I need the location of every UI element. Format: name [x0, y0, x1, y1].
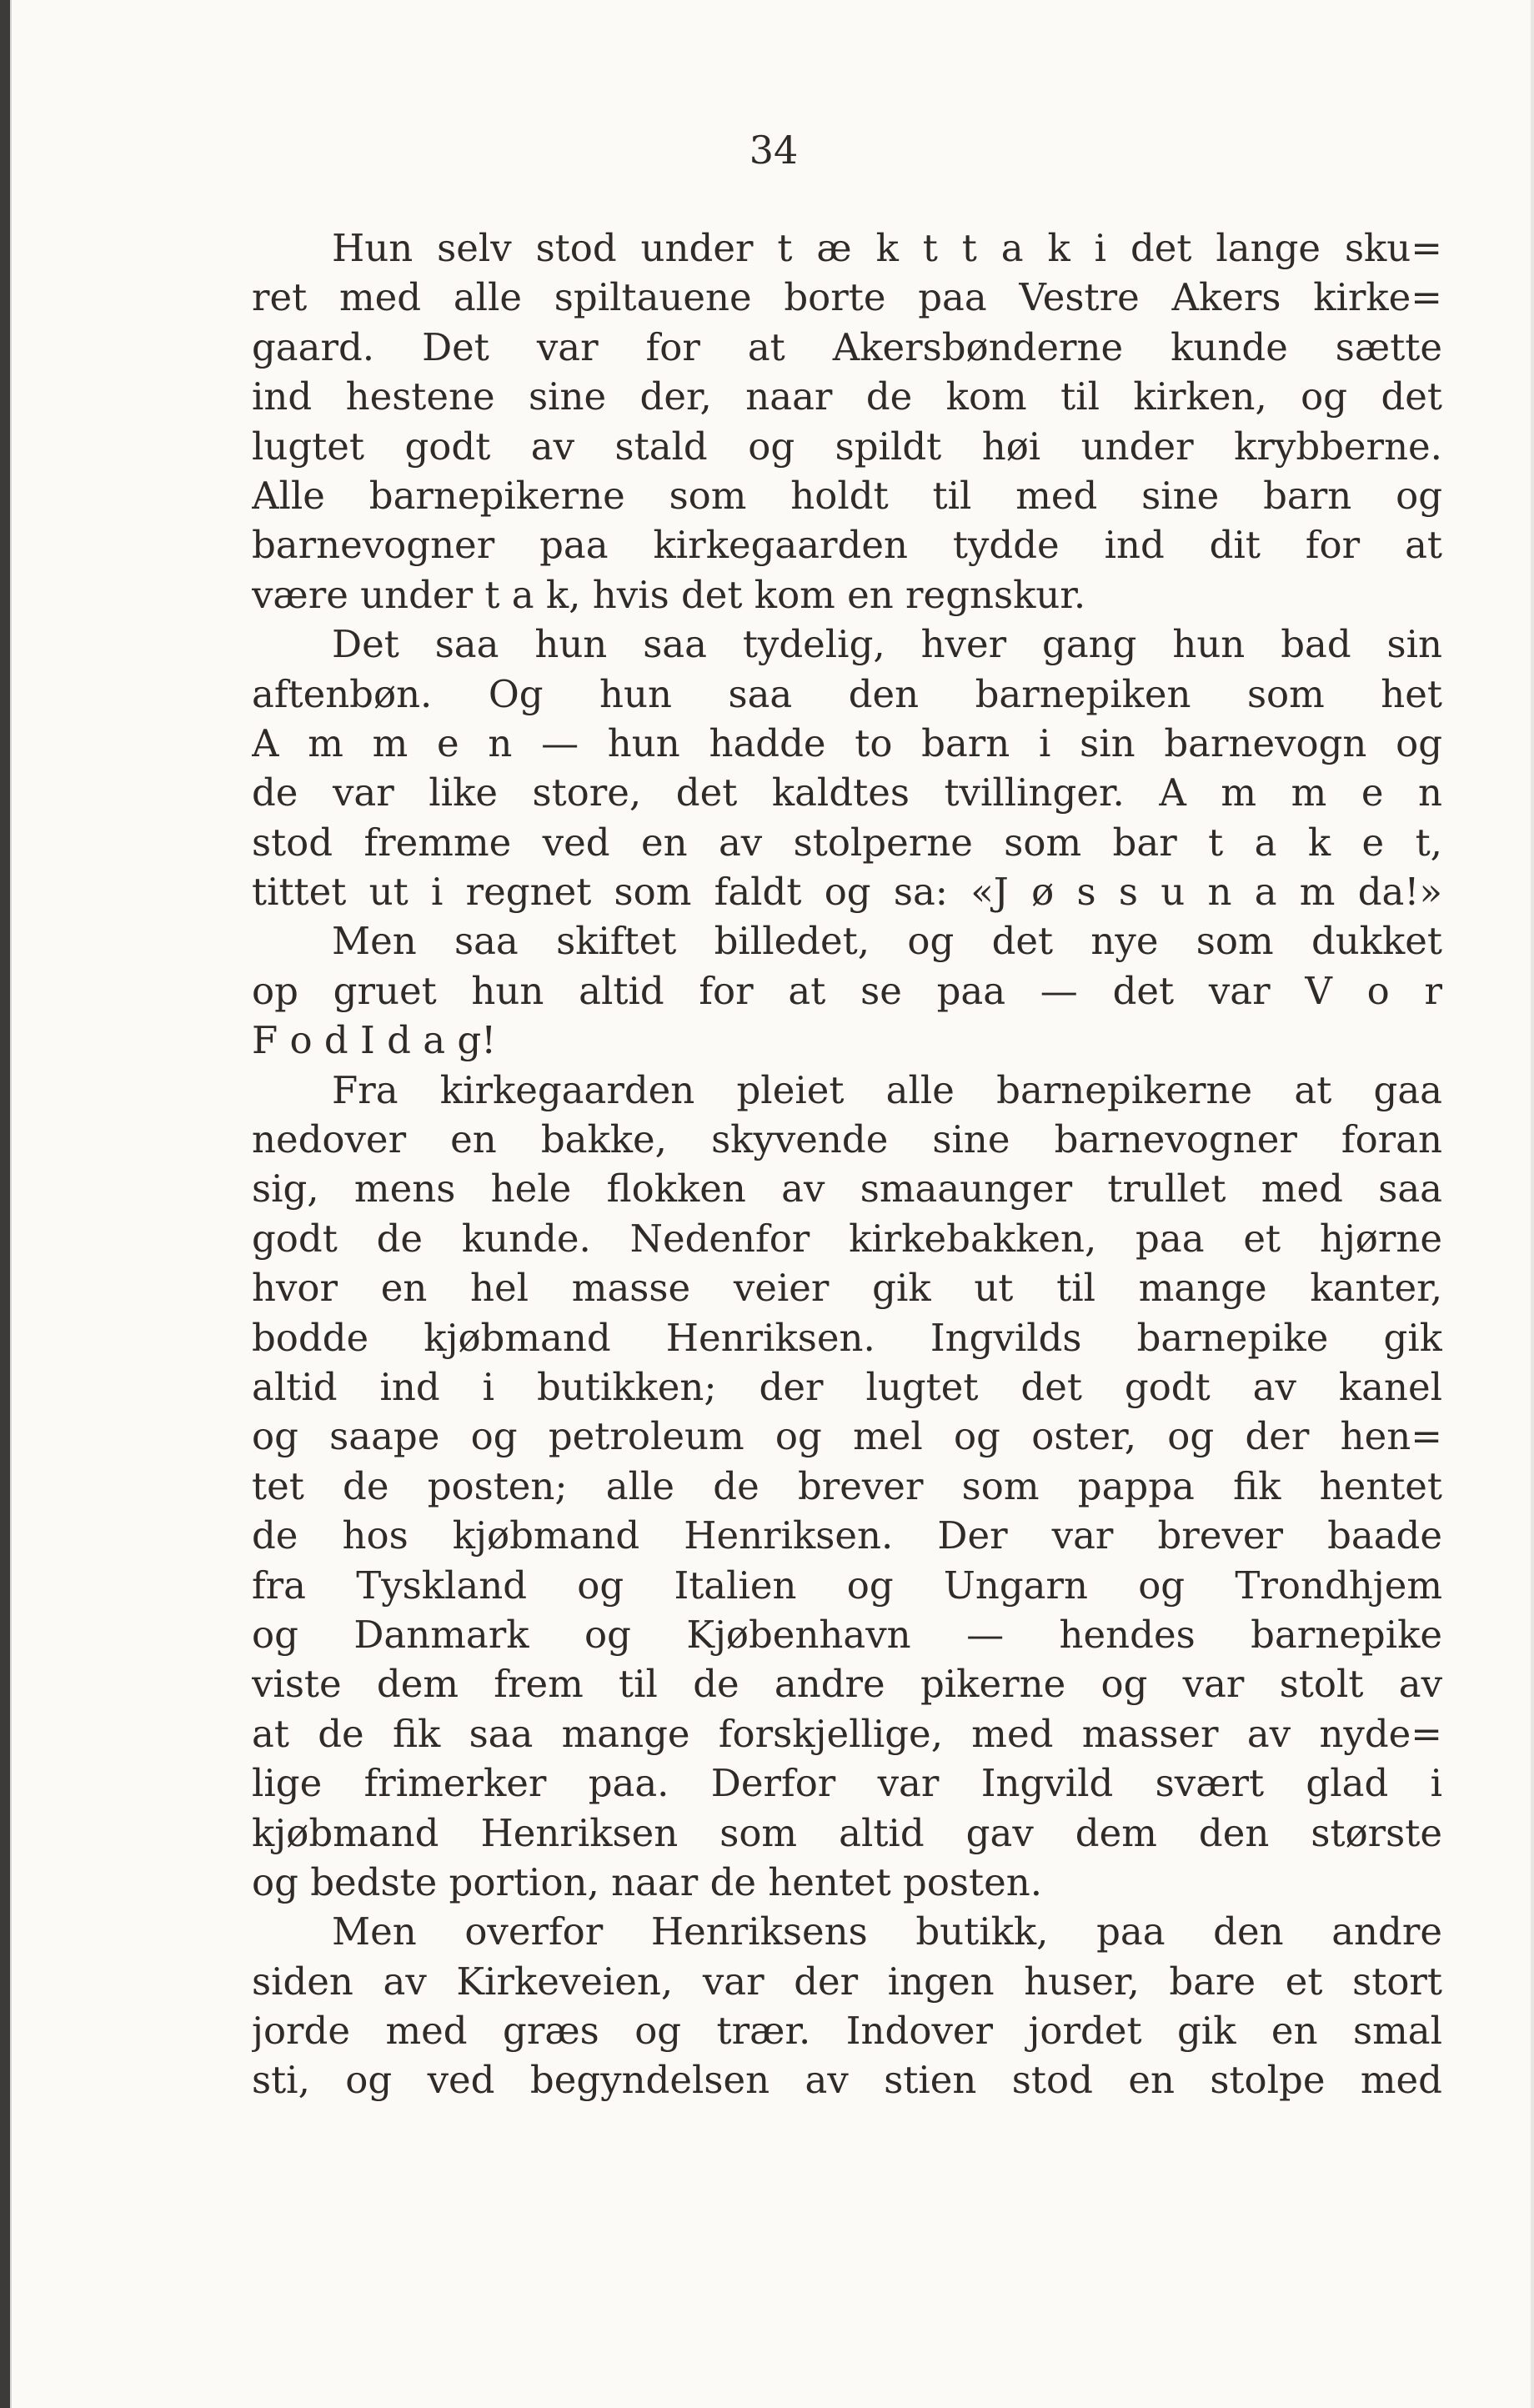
text-line: jorde med græs og trær. Indover jordet gik en smal	[252, 2009, 1442, 2054]
text-line: være under t a k, hvis det kom en regnskur.	[252, 572, 1086, 617]
text-line: ind hestene sine der, naar de kom til kirken, og det	[252, 374, 1442, 419]
text-line: godt de kunde. Nedenfor kirkebakken, paa et hjørne	[252, 1216, 1442, 1261]
text-line: sig, mens hele flokken av smaaunger trullet med saa	[252, 1166, 1442, 1212]
text-line: F o d I d a g!	[252, 1018, 497, 1063]
text-line: og saape og petroleum og mel og oster, og der hen=	[252, 1414, 1442, 1459]
page-edge	[1531, 0, 1534, 2408]
text-line: barnevogner paa kirkegaarden tydde ind dit for at	[252, 523, 1442, 568]
text-line: op gruet hun altid for at se paa — det var V o r	[252, 968, 1442, 1013]
text-line: A m m e n — hun hadde to barn i sin barnevogn og	[252, 720, 1442, 765]
text-line: stod fremme ved en av stolperne som bar t a k e t,	[252, 820, 1442, 865]
text-line: sti, og ved begyndelsen av stien stod en stolpe med	[252, 2058, 1442, 2103]
text-line: og Danmark og Kjøbenhavn — hendes barnepike	[252, 1612, 1442, 1657]
text-line: lige frimerker paa. Derfor var Ingvild svært glad i	[252, 1761, 1442, 1806]
text-line: lugtet godt av stald og spildt høi under krybberne.	[252, 424, 1442, 469]
book-page	[10, 0, 1534, 2408]
text-line: tittet ut i regnet som faldt og sa: «J ø s s u n a m da!»	[252, 870, 1442, 915]
text-line: kjøbmand Henriksen som altid gav dem den største	[252, 1810, 1442, 1855]
text-line: Alle barnepikerne som holdt til med sine barn og	[252, 473, 1442, 518]
text-line: de var like store, det kaldtes tvillinger. A m m e n	[252, 770, 1442, 815]
page-number: 34	[749, 128, 799, 173]
text-line: gaard. Det var for at Akersbønderne kunde sætte	[252, 324, 1442, 369]
text-line: aftenbøn. Og hun saa den barnepiken som het	[252, 671, 1442, 716]
text-line: bodde kjøbmand Henriksen. Ingvilds barnepike gik	[252, 1315, 1442, 1360]
text-line: ret med alle spiltauene borte paa Vestre Akers kirke=	[252, 275, 1442, 320]
text-line: de hos kjøbmand Henriksen. Der var brever baade	[252, 1513, 1442, 1558]
text-line: og bedste portion, naar de hentet posten.	[252, 1859, 1043, 1904]
text-line: altid ind i butikken; der lugtet det godt av kanel	[252, 1364, 1442, 1409]
body-text	[252, 223, 1442, 2105]
text-line: Men saa skiftet billedet, og det nye som dukket	[332, 919, 1442, 964]
text-line: Det saa hun saa tydelig, hver gang hun bad sin	[332, 622, 1442, 667]
text-line: hvor en hel masse veier gik ut til mange kanter,	[252, 1266, 1442, 1311]
text-line: nedover en bakke, skyvende sine barnevogner foran	[252, 1117, 1442, 1162]
text-line: siden av Kirkeveien, var der ingen huser, bare et stort	[252, 1959, 1442, 2004]
text-line: Men overfor Henriksens butikk, paa den andre	[332, 1909, 1442, 1954]
text-line: Fra kirkegaarden pleiet alle barnepikerne at gaa	[332, 1067, 1442, 1112]
text-line: at de fik saa mange forskjellige, med masser av nyde=	[252, 1711, 1442, 1756]
text-line: Hun selv stod under t æ k t t a k i det lange sku=	[332, 226, 1442, 270]
text-line: tet de posten; alle de brever som pappa fik hentet	[252, 1463, 1442, 1508]
text-line: viste dem frem til de andre pikerne og var stolt av	[252, 1662, 1442, 1707]
text-line: fra Tyskland og Italien og Ungarn og Trondhjem	[252, 1563, 1442, 1608]
